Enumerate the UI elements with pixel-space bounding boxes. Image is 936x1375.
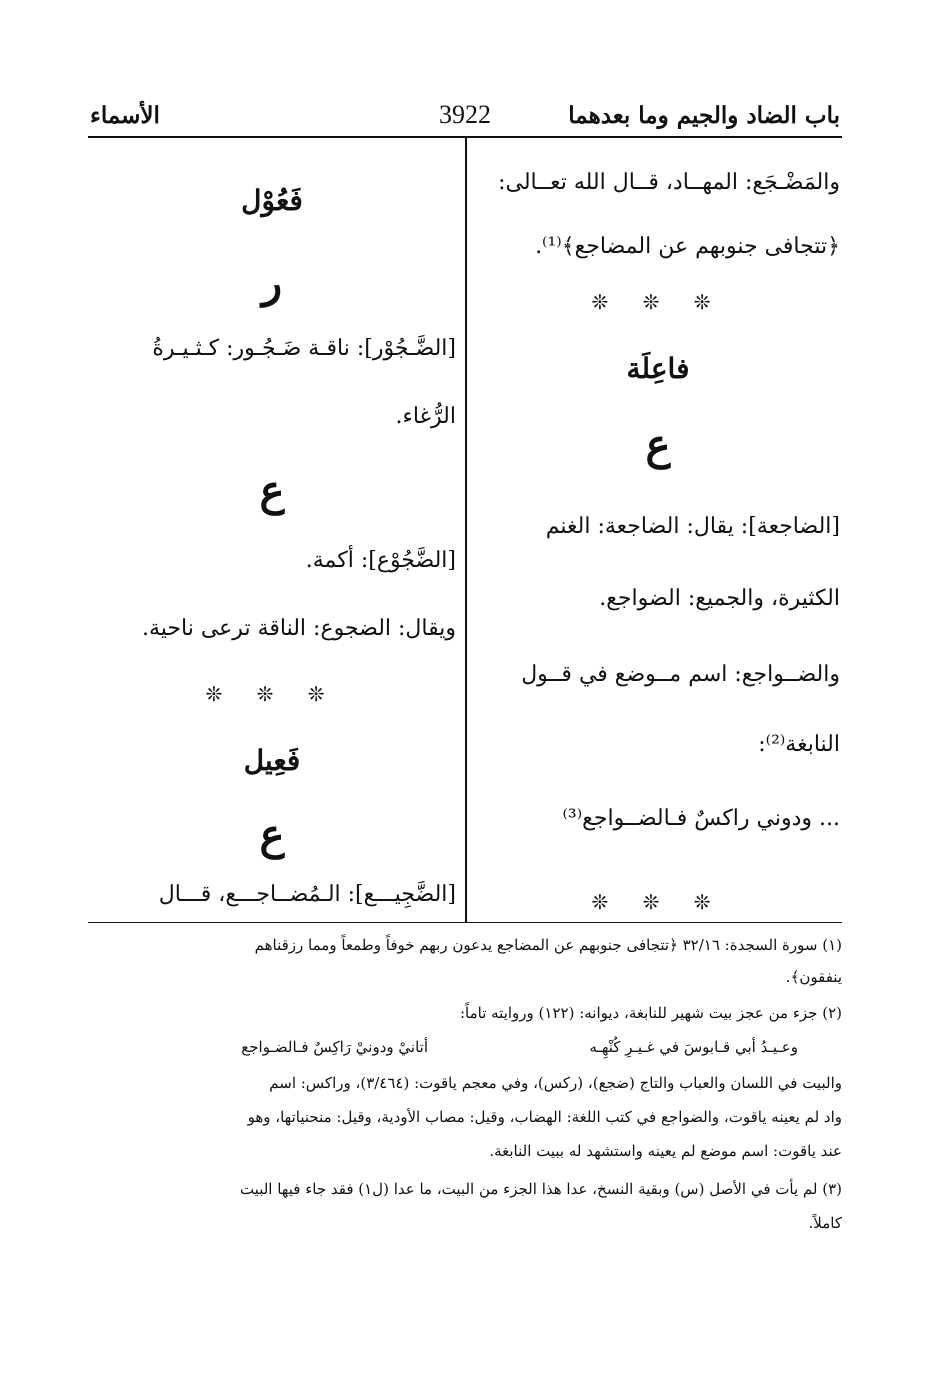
footnote-2: (٢) جزء من عجز بيت شهير للنابغة، ديوانه: (١٢٢) وروايته تاماً: (459, 1004, 842, 1022)
footnote-1: (١) سورة السجدة: ٣٢/١٦ ﴿تتجافى جنوبهم عن المضاجع يدعون ربهم خوفاً وطمعاً ومما رزقناهم (254, 936, 842, 954)
footnote-3: (٣) لم يأت في الأصل (س) وبقية النسخ، عدا هذا الجزء من البيت، ما عدا (ل١) فقد جاء فيها البيت (239, 1180, 842, 1198)
running-header (90, 96, 840, 136)
verse-first-hemistich: وعـيـدُ أبي قـابوسَ في غـيـرِ كُنْهِـه (589, 1038, 798, 1056)
section-title: الأسماء (90, 102, 160, 129)
entry-text: والمَضْـجَع: المهــاد، قــال الله تعــالى: (498, 170, 840, 195)
root-letter: ع (259, 810, 285, 859)
entry-text: [الضَّـجُوْر]: ناقـة ضَـجُـور: كـثـيـرةُ (152, 336, 456, 361)
root-letter: ع (645, 420, 671, 469)
footnote-3-cont: كاملاً. (808, 1214, 842, 1232)
page-number: 3922 (439, 100, 491, 129)
root-letter: ر (261, 258, 283, 307)
entry-text: [الضَّجِيـــع]: الـمُضــاجـــع، قـــال (158, 882, 456, 907)
root-letter: ع (259, 466, 285, 515)
pattern-heading: فَعُوْل (241, 184, 303, 217)
pattern-heading: فَعِيل (243, 744, 301, 777)
entry-text: والضــواجع: اسم مــوضع في قــول (521, 662, 840, 687)
footnote-rule (88, 922, 842, 923)
verse-second-hemistich: أتانيْ ودونيْ رَاكِسٌ فـالضـواجع (241, 1038, 428, 1056)
entry-text: ويقال: الضجوع: الناقة ترعى ناحية. (142, 616, 456, 641)
entry-text: الكثيرة، والجميع: الضواجع. (599, 586, 840, 611)
footnotes (92, 930, 842, 1250)
footnote-2-cont: واد لم يعينه ياقوت، والضواجع في كتب اللغة: الهضاب، وقيل: مصاب الأودية، وقيل: منحنياتها، وهو (247, 1108, 842, 1126)
entry-text: الرُّغاء. (395, 404, 456, 429)
entry-text: [الضاجعة]: يقال: الضاجعة: الغنم (545, 514, 840, 539)
separator-stars: ❊ ❊ ❊ (205, 682, 339, 706)
footnote-2-cont: عند ياقوت: اسم موضع لم يعينه واستشهد له ببيت النابغة. (489, 1142, 842, 1160)
entry-text: [الضَّجُوْع]: أكمة. (305, 548, 456, 573)
chapter-title: باب الضاد والجيم وما بعدهما (568, 102, 840, 129)
entry-text: النابغة⁽²⁾: (758, 732, 840, 757)
quran-quote: ﴿تتجافى جنوبهم عن المضاجع﴾⁽¹⁾. (535, 234, 840, 259)
pattern-heading: فاعِلَة (626, 352, 690, 385)
separator-stars: ❊ ❊ ❊ (591, 890, 725, 914)
footnote-1-cont: ينفقون﴾. (785, 968, 842, 986)
separator-stars: ❊ ❊ ❊ (591, 290, 725, 314)
verse-fragment: ... ودوني راكسٌ فـالضــواجع⁽³⁾ (562, 806, 840, 831)
footnote-2-cont: والبيت في اللسان والعباب والتاج (ضجع)، (ركس)، وفي معجم ياقوت: (٣/٤٦٤)، وراكس: اسم (269, 1074, 842, 1092)
column-divider (465, 138, 467, 922)
